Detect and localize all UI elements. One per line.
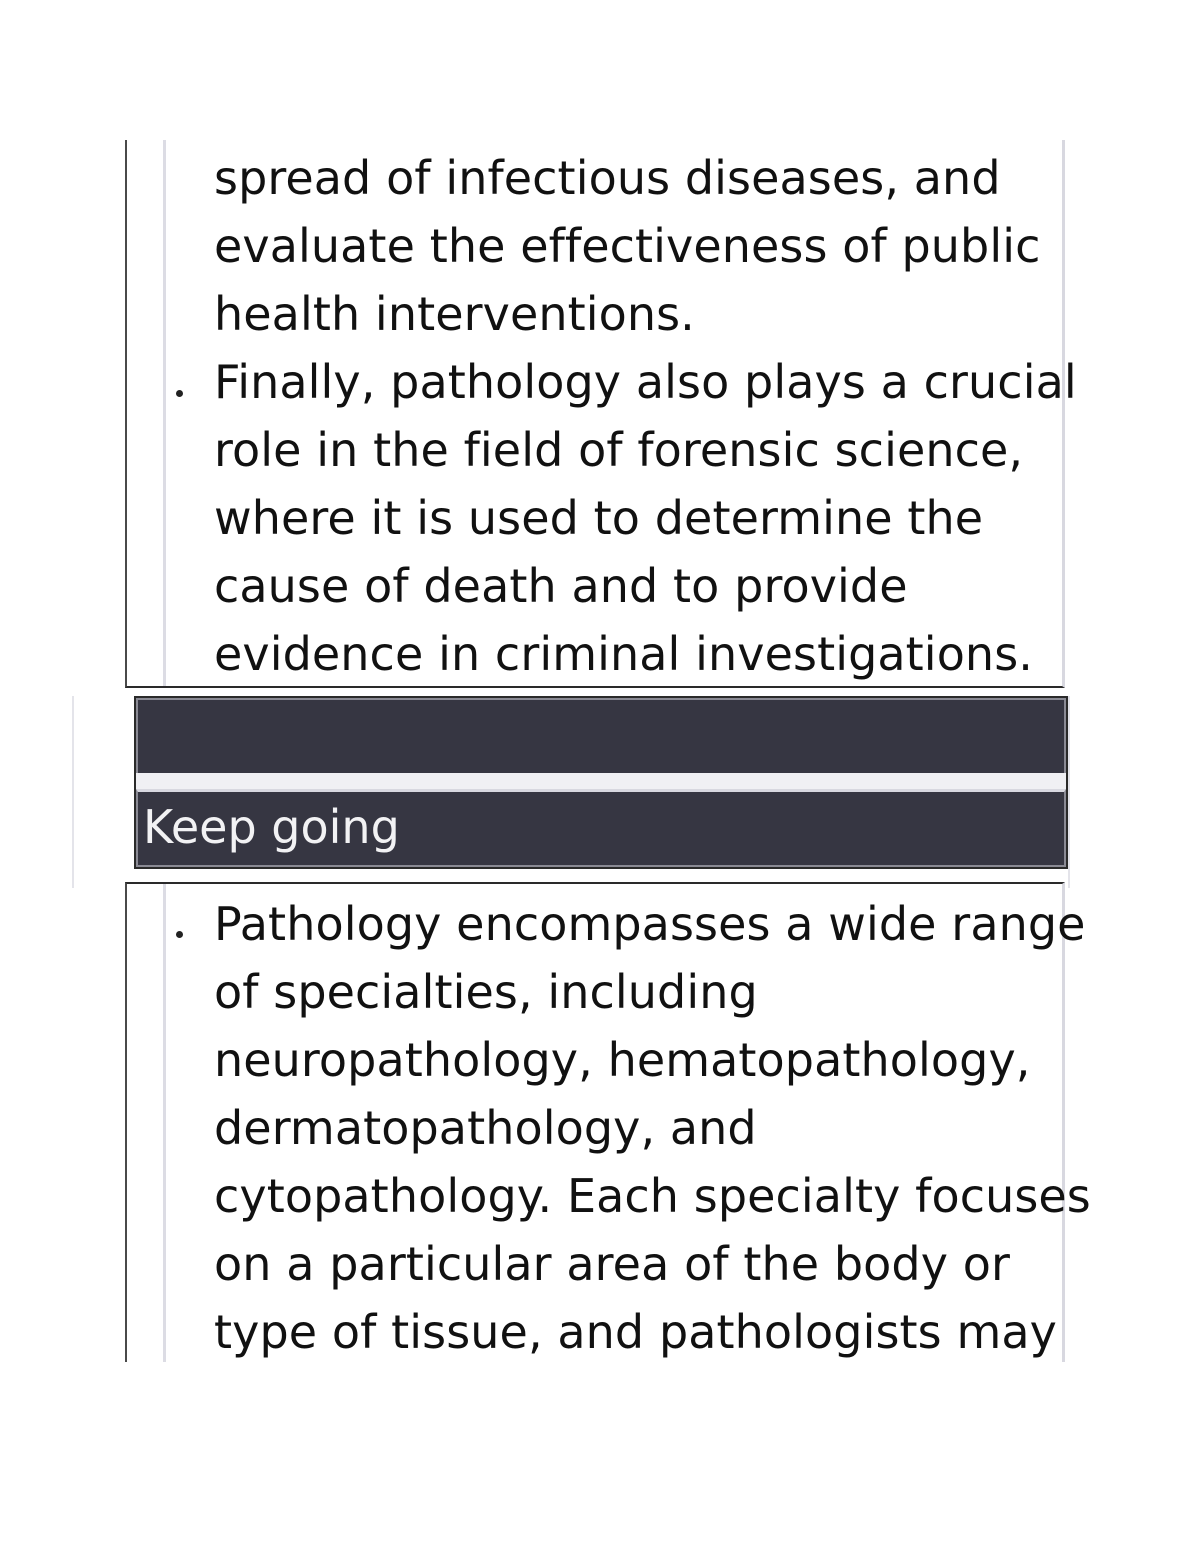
list-item-continuation-line: health interventions. — [214, 287, 695, 341]
list-item-line: cytopathology. Each specialty focuses — [214, 1169, 1091, 1223]
list-item-line: cause of death and to provide — [214, 559, 908, 613]
list-item-line: of specialties, including — [214, 965, 758, 1019]
divider — [136, 773, 1066, 789]
prompt-input[interactable]: Keep going — [136, 789, 1066, 867]
list-item-line: type of tissue, and pathologists may — [214, 1305, 1057, 1359]
bullet-icon — [176, 390, 183, 397]
list-indent-rule — [163, 884, 166, 1362]
user-prompt-box — [72, 696, 1070, 888]
list-item-line: evidence in criminal investigations. — [214, 627, 1033, 681]
prompt-toolbar — [136, 698, 1066, 773]
divider — [72, 696, 74, 888]
assistant-message-previous — [125, 140, 1077, 688]
list-item-continuation-line: evaluate the effectiveness of public — [214, 219, 1041, 273]
list-item-continuation-line: spread of infectious diseases, and — [214, 151, 1001, 205]
assistant-message-next — [125, 882, 1091, 1362]
list-item-line: dermatopathology, and — [214, 1101, 757, 1155]
list-indent-rule — [163, 140, 166, 686]
list-item-line: Pathology encompasses a wide range — [214, 897, 1086, 951]
bullet-icon — [176, 931, 183, 938]
list-item-line: role in the field of forensic science, — [214, 423, 1024, 477]
divider — [1068, 696, 1070, 888]
list-item-line: on a particular area of the body or — [214, 1237, 1011, 1291]
list-item-line: where it is used to determine the — [214, 491, 984, 545]
list-item-line: neuropathology, hematopathology, — [214, 1033, 1031, 1087]
list-item-line: Finally, pathology also plays a crucial — [214, 355, 1077, 409]
